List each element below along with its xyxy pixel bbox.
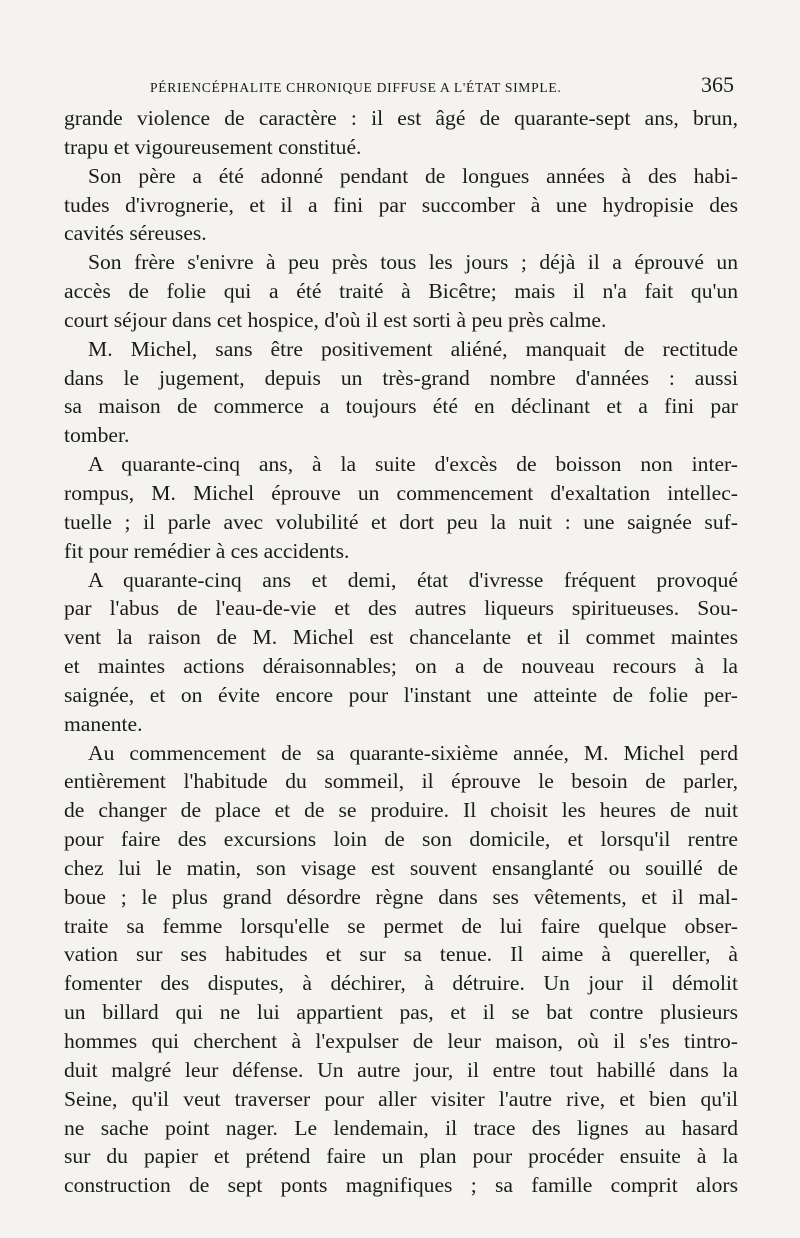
text-line: tomber.	[64, 423, 130, 448]
text-line: tuelle ; il parle avec volubilité et dort peu la nuit : une saignée suf-	[64, 509, 738, 534]
text-line: de changer de place et de se produire. Il choisit les heures de nuit	[64, 798, 738, 823]
text-line: trapu et vigoureusement constitué.	[64, 134, 362, 159]
page-header	[64, 72, 738, 98]
text-line: un billard qui ne lui appartient pas, et il se bat contre plusieurs	[64, 1000, 738, 1025]
text-line: duit malgré leur défense. Un autre jour, il entre tout habillé dans la	[64, 1057, 738, 1082]
text-line: sa maison de commerce a toujours été en déclinant et a fini par	[64, 394, 738, 419]
text-line: accès de folie qui a été traité à Bicêtre; mais il n'a fait qu'un	[64, 279, 738, 304]
text-line: cavités séreuses.	[64, 221, 207, 246]
text-line: chez lui le matin, son visage est souvent ensanglanté ou souillé de	[64, 855, 738, 880]
text-line: Seine, qu'il veut traverser pour aller visiter l'autre rive, et bien qu'il	[64, 1086, 738, 1111]
text-line: tudes d'ivrognerie, et il a fini par succomber à une hydropisie des	[64, 192, 738, 217]
page-number: 365	[701, 72, 734, 97]
text-line: boue ; le plus grand désordre règne dans ses vêtements, et il mal-	[64, 884, 738, 909]
text-line: grande violence de caractère : il est âgé de quarante-sept ans, brun,	[64, 106, 738, 130]
text-line: A quarante-cinq ans et demi, état d'ivresse fréquent provoqué	[88, 567, 738, 592]
text-line: sur du papier et prétend faire un plan pour procéder ensuite à la	[64, 1144, 738, 1169]
text-line: par l'abus de l'eau-de-vie et des autres liqueurs spiritueuses. Sou-	[64, 596, 738, 621]
text-line: dans le jugement, depuis un très-grand nombre d'années : aussi	[64, 365, 738, 390]
text-line: Son frère s'enivre à peu près tous les jours ; déjà il a éprouvé un	[88, 250, 738, 275]
body-text	[64, 104, 738, 1200]
text-line: ne sache point nager. Le lendemain, il trace des lignes au hasard	[64, 1115, 738, 1140]
text-line: manente.	[64, 711, 143, 736]
text-line: A quarante-cinq ans, à la suite d'excès de boisson non inter-	[88, 452, 738, 477]
text-line: vation sur ses habitudes et sur sa tenue. Il aime à quereller, à	[64, 942, 738, 967]
text-line: vent la raison de M. Michel est chancelante et il commet maintes	[64, 625, 738, 650]
text-line: court séjour dans cet hospice, d'où il est sorti à peu près calme.	[64, 307, 607, 332]
text-line: saignée, et on évite encore pour l'instant une atteinte de folie per-	[64, 682, 738, 707]
text-line: fomenter des disputes, à déchirer, à détruire. Un jour il démolit	[64, 971, 738, 996]
text-line: Son père a été adonné pendant de longues années à des habi-	[88, 163, 738, 188]
text-line: traite sa femme lorsqu'elle se permet de lui faire quelque obser-	[64, 913, 738, 938]
text-line: hommes qui cherchent à l'expulser de leur maison, où il s'es tintro-	[64, 1029, 738, 1053]
text-line: et maintes actions déraisonnables; on a de nouveau recours à la	[64, 654, 738, 679]
text-line: construction de sept ponts magnifiques ; sa famille comprit alors	[64, 1173, 738, 1198]
running-title: PÉRIENCÉPHALITE CHRONIQUE DIFFUSE A L'ÉTAT SIMPLE.	[150, 80, 562, 95]
text-line: pour faire des excursions loin de son domicile, et lorsqu'il rentre	[64, 827, 738, 852]
text-line: fit pour remédier à ces accidents.	[64, 538, 350, 563]
text-line: Au commencement de sa quarante-sixième année, M. Michel perd	[88, 740, 738, 765]
text-line: entièrement l'habitude du sommeil, il éprouve le besoin de parler,	[64, 769, 738, 794]
text-line: rompus, M. Michel éprouve un commencement d'exaltation intellec-	[64, 480, 738, 505]
text-line: M. Michel, sans être positivement aliéné, manquait de rectitude	[88, 336, 738, 361]
